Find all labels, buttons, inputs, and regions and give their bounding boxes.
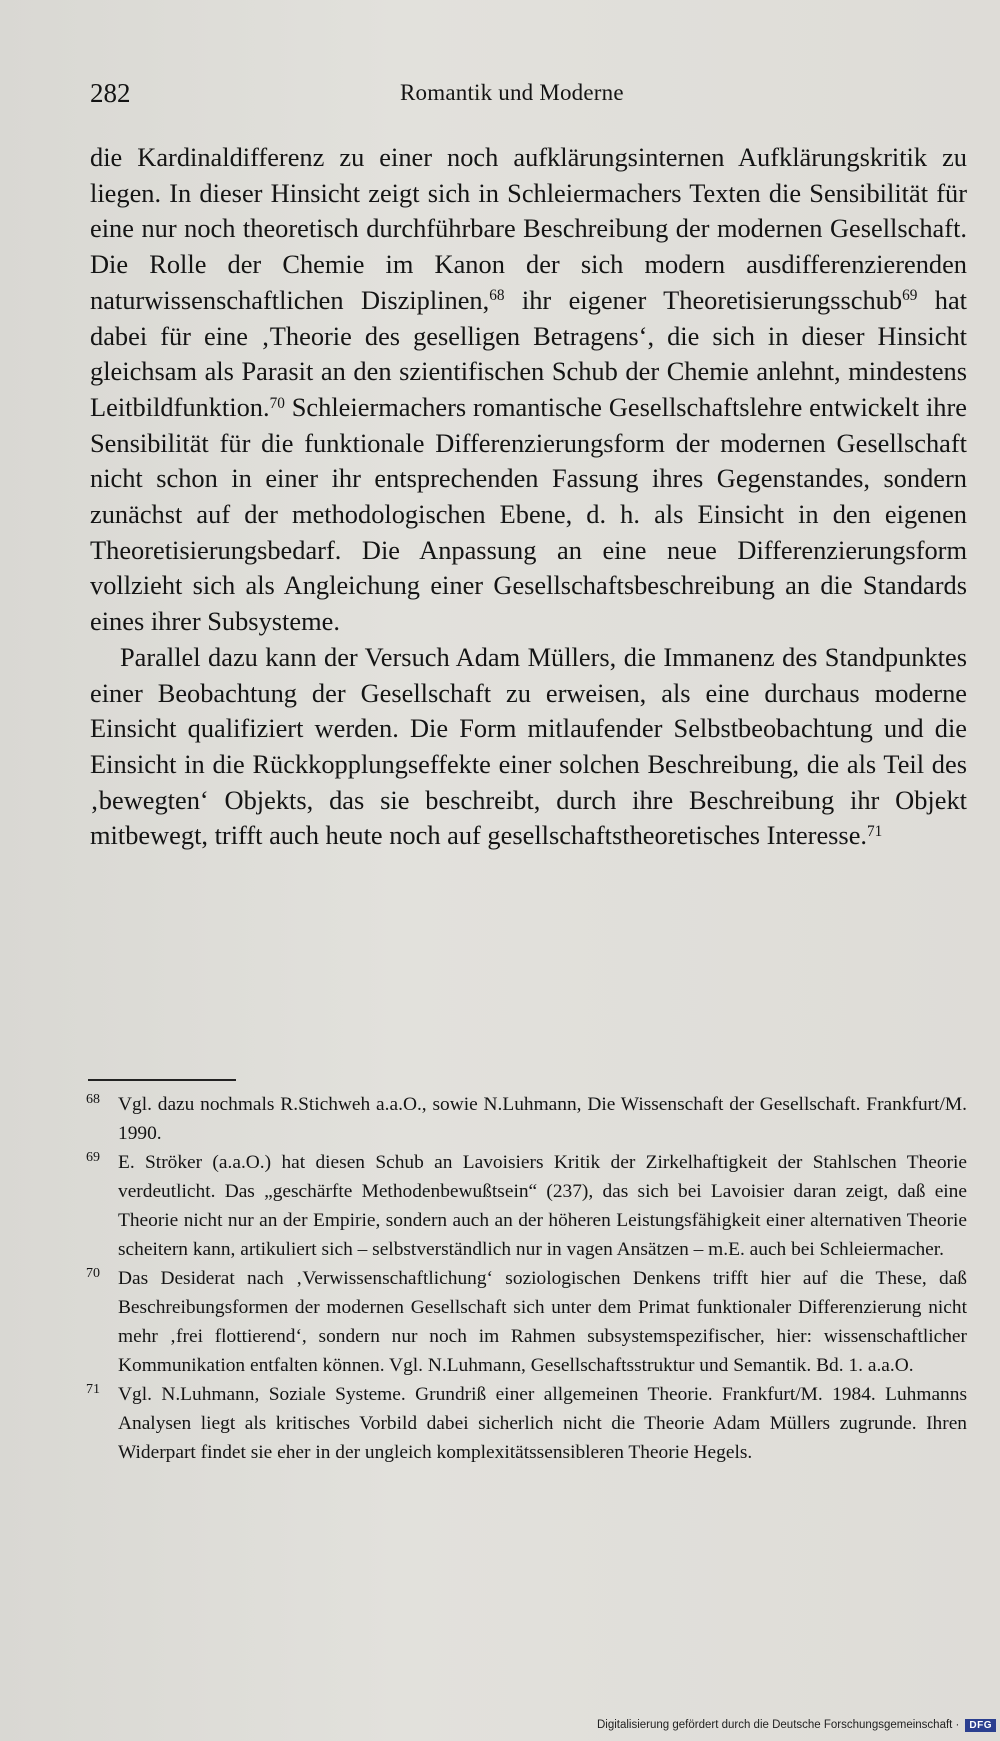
footnote-text: Vgl. N.Luhmann, Soziale Systeme. Grundriß einer allgemeinen Theorie. Frankfurt/M. 1984. Luhmanns Analysen liegt als kritisches Vorbild dabei sicherlich nicht die Theorie Adam Müllers zugrunde. Ihren Widerpart findet sie eher in der ungleich komplexitätssensibleren Theorie Hegels. xyxy=(118,1384,967,1463)
page-header xyxy=(90,70,970,110)
page-number: 282 xyxy=(90,78,131,108)
digitization-credit xyxy=(597,1715,1000,1735)
footnote-text: Das Desiderat nach ‚Verwissenschaftlichung‘ soziologischen Denkens trifft hier auf die These, daß Beschreibungsformen der modernen Gesellschaft sich unter dem Primat funktionaler Differenzierung nicht mehr ‚frei flottierend‘, sondern nur noch im Rahmen subsystemspezifischer, hier: wissenschaftlicher Kommunikation entfalten können. Vgl. N.Luhmann, Gesellschaftsstruktur und Semantik. Bd. 1. a.a.O. xyxy=(118,1268,967,1376)
footnote-number: 68 xyxy=(86,1092,100,1107)
text-run: Parallel dazu kann der Versuch Adam Müllers, die Immanenz des Standpunktes einer Beobachtung der Gesellschaft zu erweisen, als eine durchaus moderne Einsicht qualifiziert werden. Die Form mitlaufender Selbstbeobachtung und die Einsicht in die Rückkopplungseffekte einer solchen Beschreibung, die als Teil des ‚bewegten‘ Objekts, das sie beschreibt, durch ihre Beschreibung ihr Objekt mitbewegt, trifft auch heute noch auf gesellschaftstheoretisches Interesse. xyxy=(90,641,967,851)
text-run: ihr eigener Theoretisierungsschub xyxy=(504,284,903,315)
paragraph-2 xyxy=(90,640,967,854)
footnote-71 xyxy=(86,1380,967,1467)
dfg-logo-icon: DFG xyxy=(965,1719,996,1732)
footnote-ref-69[interactable]: 69 xyxy=(902,287,918,305)
footnote-separator xyxy=(88,1079,236,1081)
text-run: die Kardinaldifferenz zu einer noch aufklärungsinternen Aufklärungskritik zu liegen. In dieser Hinsicht zeigt sich in Schleiermachers Texten die Sensibilität für eine nur noch theoretisch durchführbare Beschreibung der modernen Gesellschaft. Die Rolle der Chemie im Kanon der sich modern ausdifferenzierenden naturwissenschaftlichen Disziplinen, xyxy=(90,142,967,315)
footnote-ref-71[interactable]: 71 xyxy=(867,822,883,840)
text-run: hat dabei für eine ‚Theorie des geselligen Betragens‘, die sich in dieser Hinsicht gleichsam als Parasit an den szientifischen Schub der Chemie anlehnt, mindestens Leitbildfunktion. xyxy=(90,284,967,422)
running-head: Romantik und Moderne xyxy=(400,80,624,105)
footnote-number: 69 xyxy=(86,1150,100,1165)
paragraph-1 xyxy=(90,140,967,640)
footnote-ref-70[interactable]: 70 xyxy=(269,394,285,412)
main-text xyxy=(90,140,967,854)
footnote-text: Vgl. dazu nochmals R.Stichweh a.a.O., sowie N.Luhmann, Die Wissenschaft der Gesellschaft. Frankfurt/M. 1990. xyxy=(118,1094,967,1144)
footnote-number: 70 xyxy=(86,1266,100,1281)
credit-text: Digitalisierung gefördert durch die Deutsche Forschungsgemeinschaft · xyxy=(596,1719,960,1731)
footnotes xyxy=(86,1090,967,1467)
text-run: Schleiermachers romantische Gesellschaftslehre entwickelt ihre Sensibilität für die funktionale Differenzierungsform der modernen Gesellschaft nicht schon in einer ihr entsprechenden Fassung ihres Gegenstandes, sondern zunächst auf der methodologischen Ebene, d. h. als Einsicht in den eigenen Theoretisierungsbedarf. Die Anpassung an eine neue Differenzierungsform vollzieht sich als Angleichung einer Gesellschaftsbeschreibung an die Standards eines ihrer Subsysteme. xyxy=(90,391,967,637)
footnote-68 xyxy=(86,1090,967,1148)
footnote-69 xyxy=(86,1148,967,1264)
footnote-ref-68[interactable]: 68 xyxy=(489,287,505,305)
footnote-70 xyxy=(86,1264,967,1380)
footnote-number: 71 xyxy=(86,1382,100,1397)
footnote-text: E. Ströker (a.a.O.) hat diesen Schub an Lavoisiers Kritik der Zirkelhaftigkeit der Stahlschen Theorie verdeutlicht. Das „geschärfte Methodenbewußtsein“ (237), das sich bei Lavoisier daran zeigt, daß eine Theorie nicht nur an der Empirie, sondern auch an der höheren Leistungsfähigkeit einer alternativen Theorie scheitern kann, artikuliert sich – selbstverständlich nur in vagen Ansätzen – m.E. auch bei Schleiermacher. xyxy=(118,1152,967,1260)
